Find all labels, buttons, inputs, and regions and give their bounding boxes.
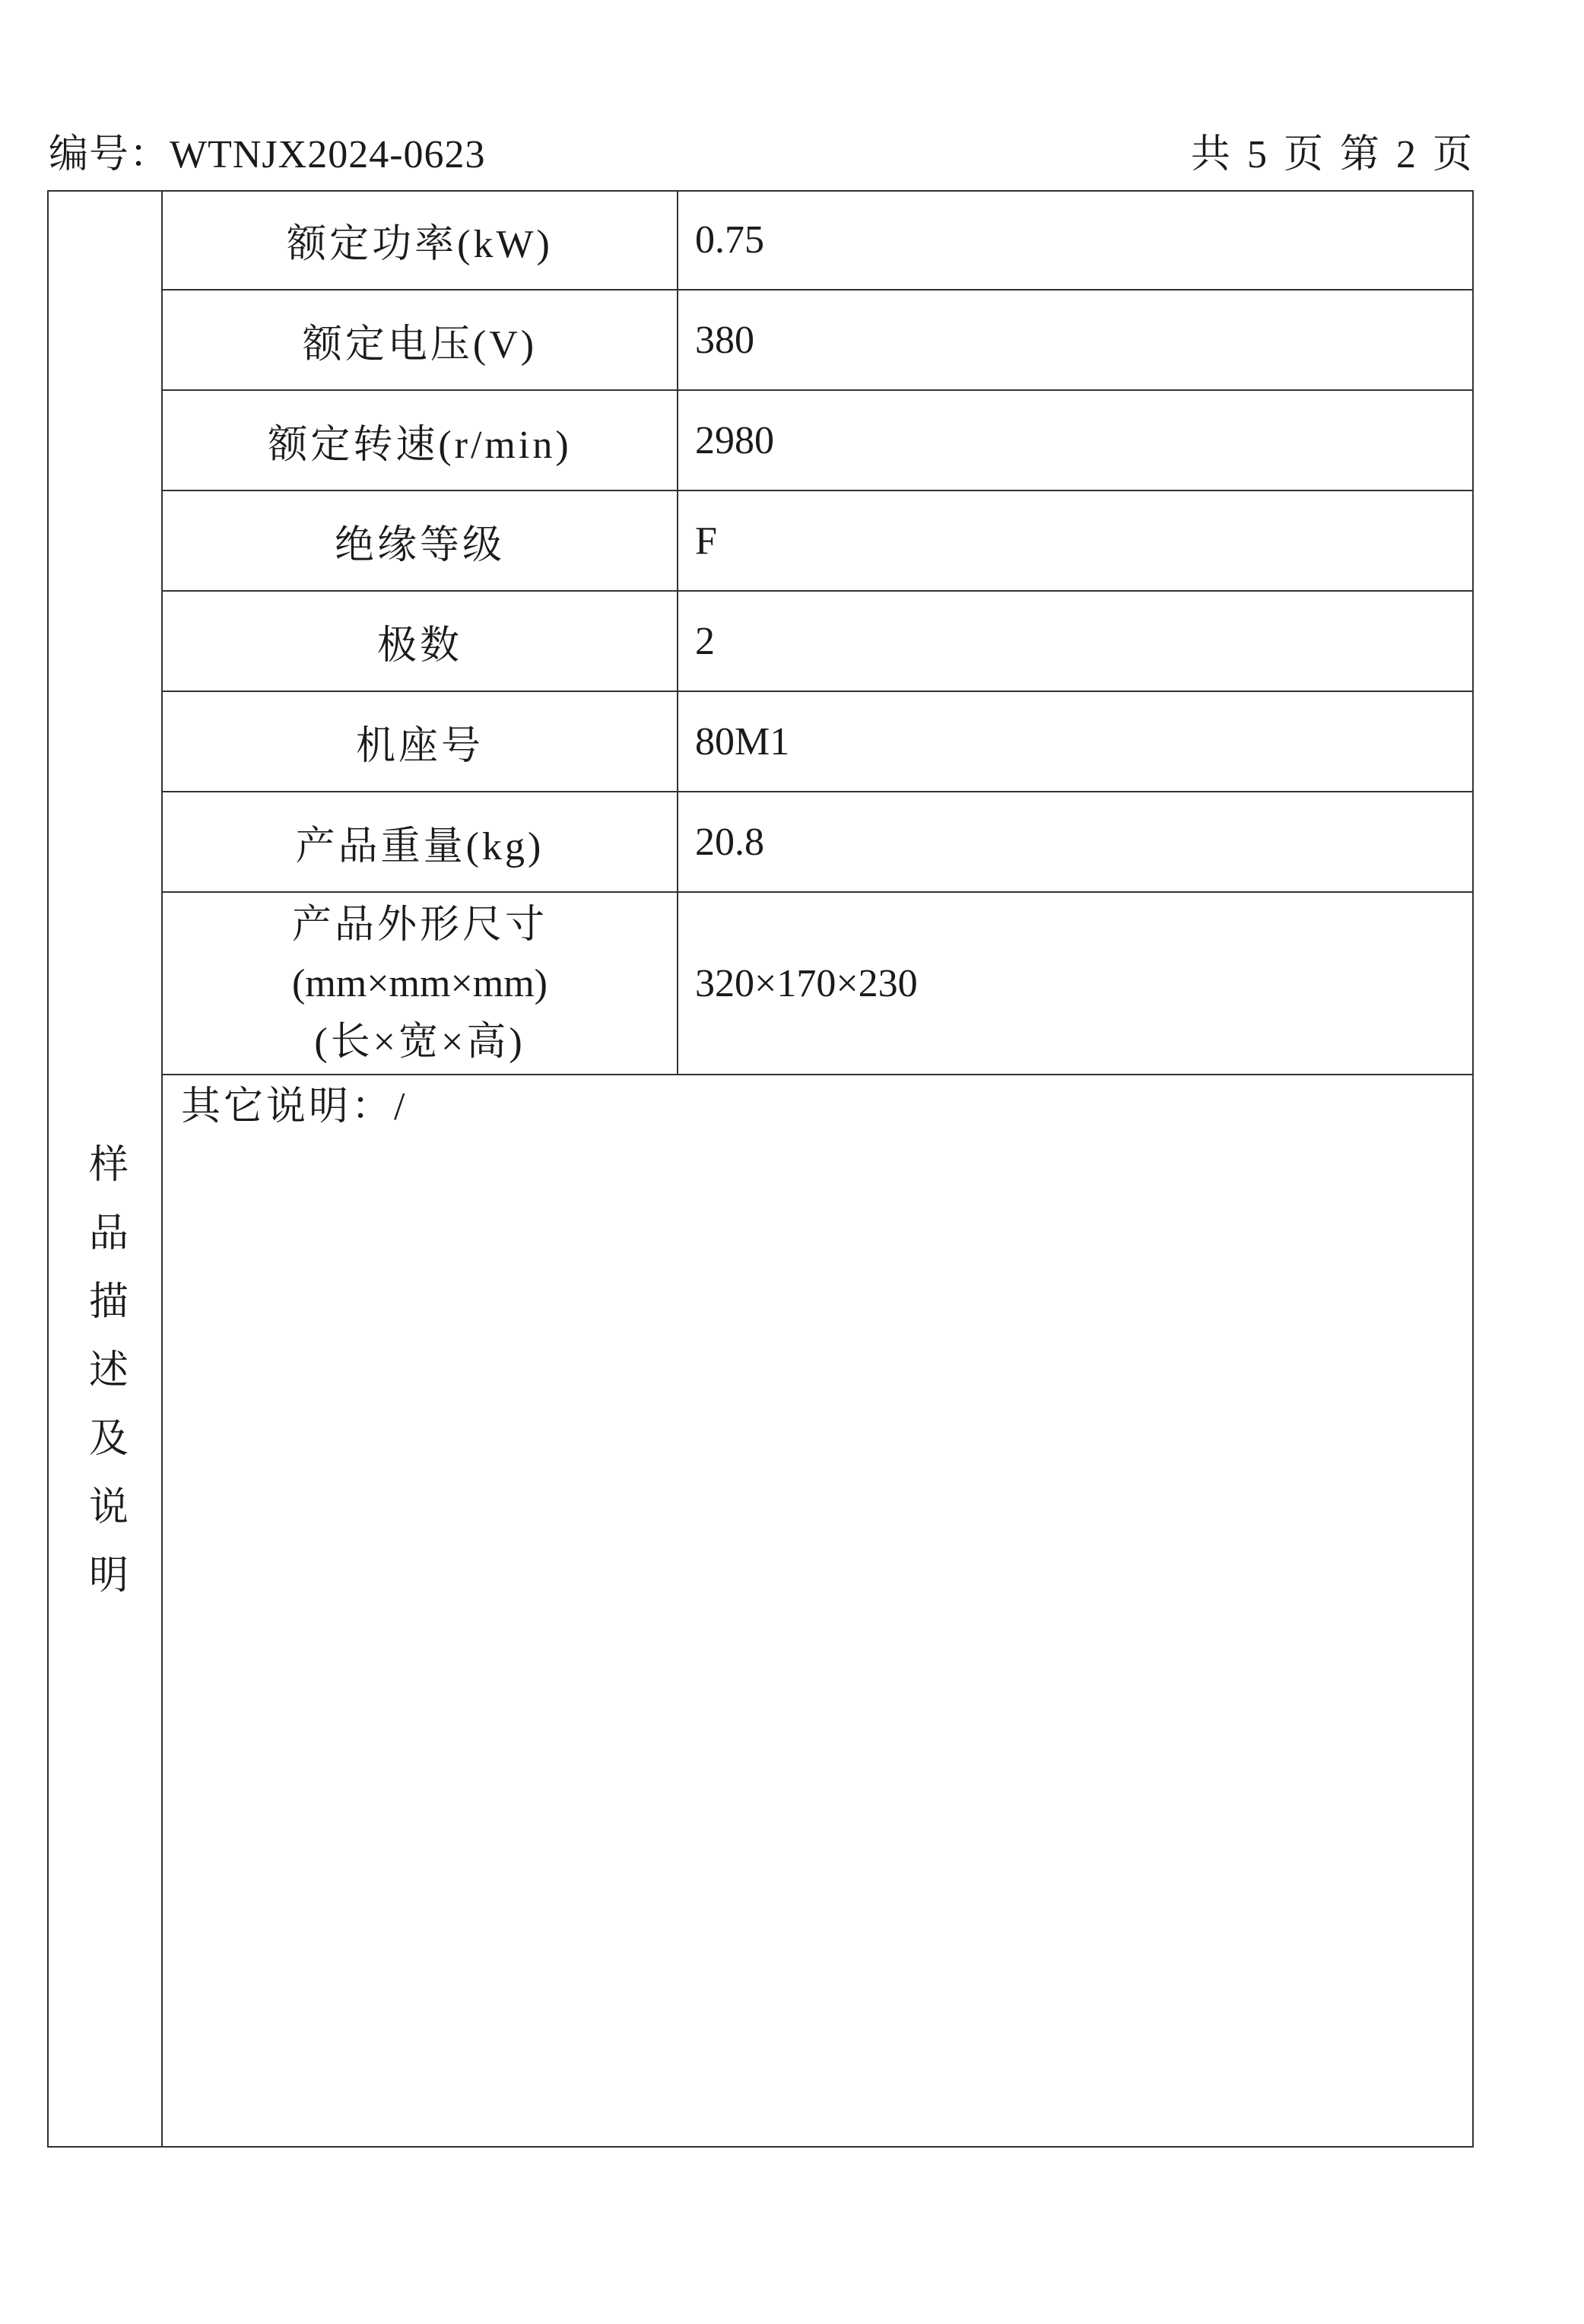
row-value: 2980 bbox=[695, 418, 774, 462]
row-value: 0.75 bbox=[695, 217, 764, 262]
row-label: 产品重量(kg) bbox=[163, 792, 678, 891]
row-label: 额定功率(kW) bbox=[163, 190, 678, 289]
table-row-dimensions bbox=[163, 893, 1474, 1075]
table-row bbox=[163, 491, 1474, 592]
side-column bbox=[47, 190, 163, 2148]
current-prefix: 第 bbox=[1339, 133, 1379, 176]
row-value: F bbox=[695, 519, 717, 563]
table-row bbox=[163, 592, 1474, 692]
row-value: 80M1 bbox=[695, 719, 790, 764]
table-row bbox=[163, 290, 1474, 391]
row-value: 380 bbox=[695, 318, 754, 362]
current-page: 2 bbox=[1395, 133, 1416, 176]
row-value: 20.8 bbox=[695, 820, 764, 864]
table-row bbox=[163, 391, 1474, 491]
page-indicator bbox=[1141, 128, 1472, 183]
row-label: 机座号 bbox=[163, 692, 678, 791]
page-unit-1: 页 bbox=[1283, 133, 1323, 176]
report-number bbox=[49, 128, 486, 183]
table-row bbox=[163, 792, 1474, 893]
report-number-value: WTNJX2024-0623 bbox=[170, 133, 486, 176]
other-notes: 其它说明：/ bbox=[181, 1085, 408, 1129]
total-pages: 5 bbox=[1246, 133, 1267, 176]
side-label-text: 样品描述及说明 bbox=[82, 1143, 126, 1622]
row-label: 额定电压(V) bbox=[163, 290, 678, 389]
total-prefix: 共 bbox=[1190, 133, 1230, 176]
row-label: 额定转速(r/min) bbox=[163, 391, 678, 490]
page-unit-2: 页 bbox=[1432, 133, 1472, 176]
table-row bbox=[163, 692, 1474, 792]
row-label: 绝缘等级 bbox=[163, 491, 678, 590]
table-row bbox=[163, 190, 1474, 290]
row-label: 极数 bbox=[163, 592, 678, 691]
side-label bbox=[47, 1116, 161, 1649]
dimension-value: 320×170×230 bbox=[695, 961, 918, 1005]
dimension-label-line2: (mm×mm×mm) bbox=[292, 961, 548, 1005]
dimension-label-line3: (长×宽×高) bbox=[314, 1020, 525, 1064]
dimension-label bbox=[163, 893, 678, 1074]
row-value: 2 bbox=[695, 619, 715, 663]
report-number-label: 编号： bbox=[49, 133, 170, 176]
dimension-label-line1: 产品外形尺寸 bbox=[291, 903, 548, 947]
